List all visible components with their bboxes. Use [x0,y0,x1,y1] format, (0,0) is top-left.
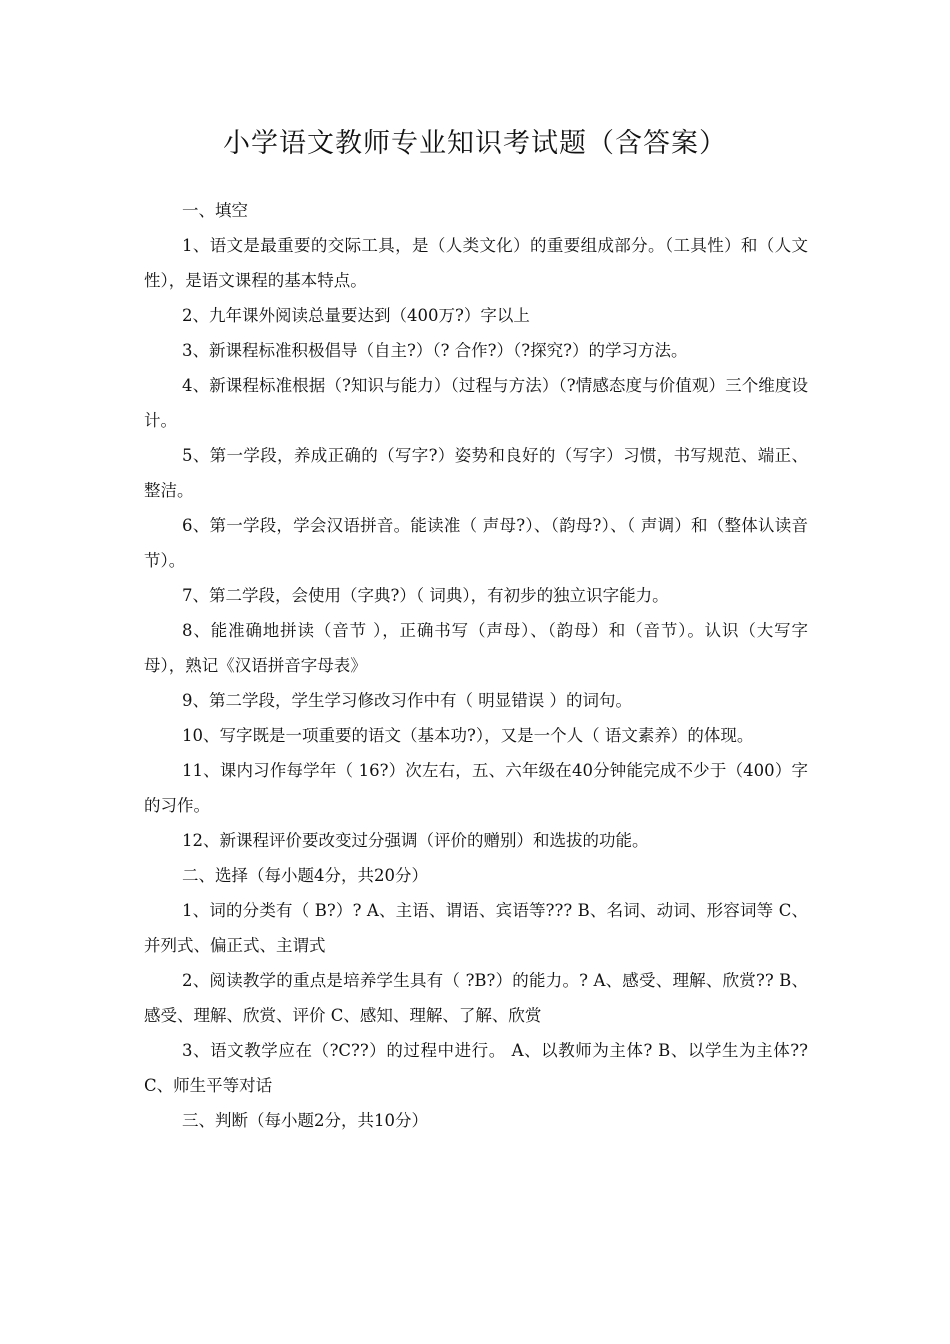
question-paragraph: 3、新课程标准积极倡导（自主?）（? 合作?）（?探究?）的学习方法。 [182,341,688,360]
question-paragraph: 10、写字既是一项重要的语文（基本功?），又是一个人（ 语文素养）的体现。 [182,726,754,745]
document-body [144,193,808,1138]
question-paragraph: 12、新课程评价要改变过分强调（评价的赠别）和选拔的功能。 [182,831,649,850]
question-paragraph: 6、第一学段，学会汉语拼音。能读准（ 声母?）、（韵母?）、（ 声调）和（整体认读音节）。 [144,516,808,570]
question-paragraph: 11、课内习作每学年（ 16?）次左右，五、六年级在40分钟能完成不少于（400）字的习作。 [144,761,808,815]
question-paragraph: 9、第二学段，学生学习修改习作中有（ 明显错误 ）的词句。 [182,691,632,710]
question-paragraph: 2、九年课外阅读总量要达到（400万?）字以上 [182,306,530,325]
question-paragraph: 3、语文教学应在（?C??）的过程中进行。 A、以教师为主体? B、以学生为主体?? C、师生平等对话 [144,1041,808,1095]
question-paragraph: 1、语文是最重要的交际工具，是（人类文化）的重要组成部分。（工具性）和（人文性），是语文课程的基本特点。 [144,236,808,290]
section-heading-choice: 二、选择（每小题4分，共20分） [182,866,428,885]
question-paragraph: 2、阅读教学的重点是培养学生具有（ ?B?）的能力。? A、感受、理解、欣赏?? B、感受、理解、欣赏、评价 C、感知、理解、了解、欣赏 [144,971,808,1025]
document-title: 小学语文教师专业知识考试题（含答案） [223,128,727,159]
question-paragraph: 4、新课程标准根据（?知识与能力）（过程与方法）（?情感态度与价值观）三个维度设计。 [144,376,808,430]
section-heading-judgment: 三、判断（每小题2分，共10分） [182,1111,428,1130]
question-paragraph: 7、第二学段，会使用（字典?）（ 词典），有初步的独立识字能力。 [182,586,669,605]
question-paragraph: 1、词的分类有（ B?）? A、主语、谓语、宾语等??? B、名词、动词、形容词等 C、并列式、偏正式、主谓式 [144,901,808,955]
section-heading-fill-blank: 一、填空 [182,201,248,220]
question-paragraph: 5、第一学段，养成正确的（写字?）姿势和良好的（写字）习惯，书写规范、端正、整洁。 [144,446,808,500]
question-paragraph: 8、能准确地拼读（音节 ），正确书写（声母）、（韵母）和（音节）。认识（大写字母），熟记《汉语拼音字母表》 [144,621,808,675]
